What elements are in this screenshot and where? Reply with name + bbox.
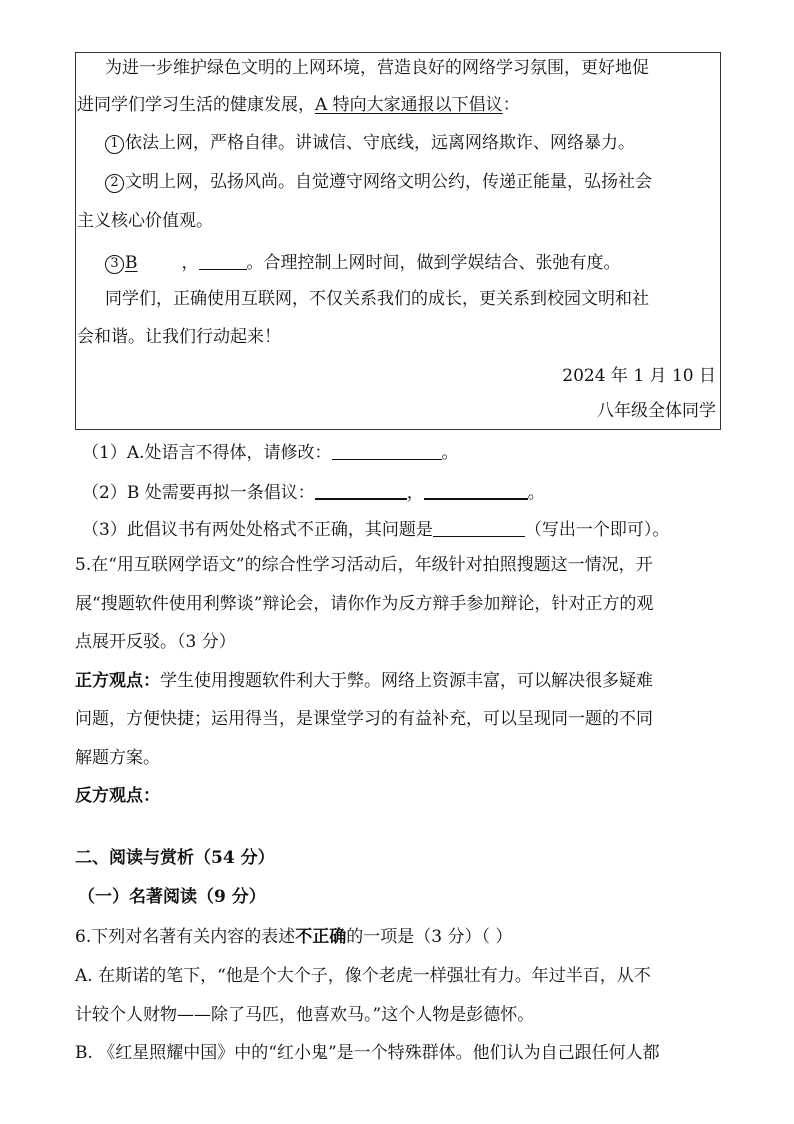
option-b-line1: B. 《红星照耀中国》中的“红小鬼”是一个特殊群体。他们认为自己跟任何人都: [75, 1043, 660, 1063]
item-number-badge: 3: [105, 255, 124, 274]
option-a-line2: 计较个人财物——除了马匹，他喜欢马。”这个人物是彭德怀。: [75, 1005, 535, 1025]
proposal-para1-post: ：: [502, 95, 520, 115]
question-3: [82, 519, 669, 539]
question-3-text: （3）此倡议书有两处处格式不正确，其问题是: [82, 520, 433, 540]
question-2-comma: ，: [406, 483, 424, 503]
item-3-blank[interactable]: [199, 252, 247, 270]
answer-blank-2b[interactable]: [424, 481, 528, 500]
pro-viewpoint-line2: 问题，方便快捷；运用得当，是课堂学习的有益补充，可以呈现同一题的不同: [75, 709, 653, 729]
proposal-date: 2024 年 1 月 10 日: [562, 366, 716, 386]
question-6-emphasis: 不正确: [295, 927, 347, 947]
answer-blank-1[interactable]: [332, 442, 442, 460]
question-6: [75, 929, 512, 946]
pro-viewpoint-line3: 解题方案。: [75, 748, 160, 768]
question-2-text: （2）B 处需要再拟一条倡议：: [82, 483, 315, 503]
question-1-end: 。: [441, 443, 459, 463]
question-1-text: （1）A.处语言不得体，请修改：: [82, 443, 332, 463]
question-5-line1: 5.在“用互联网学语文”的综合性学习活动后，年级针对拍照搜题这一情况，开: [75, 555, 653, 575]
question-2: [82, 481, 545, 502]
item-text: 文明上网，弘扬风尚。自觉遵守网络文明公约，传递正能量，弘扬社会: [125, 172, 652, 192]
item-3-blank-label: B: [125, 253, 138, 273]
section-subtitle: （一）名著阅读（9 分）: [78, 887, 266, 907]
pro-viewpoint: [75, 673, 653, 690]
question-5-line3: 点展开反驳。（3 分）: [75, 632, 236, 652]
item-3-comma: ，: [181, 253, 199, 273]
question-1: [82, 442, 459, 462]
question-5-line2: 展“搜题软件使用利弊谈”辩论会，请你作为反方辩手参加辩论，针对正方的观: [75, 594, 654, 614]
item-number-badge: 2: [105, 174, 124, 193]
question-6-text: 6.下列对名著有关内容的表述: [75, 927, 296, 947]
item-text: 依法上网，严格自律。讲诚信、守底线，远离网络欺诈、网络暴力。: [125, 133, 635, 153]
proposal-signature: 八年级全体同学: [597, 401, 716, 421]
proposal-para1-pre: 进同学们学习生活的健康发展，: [77, 95, 315, 115]
proposal-item-1: [105, 135, 635, 154]
proposal-closing-line1: 同学们，正确使用互联网，不仅关系我们的成长，更关系到校园文明和社: [105, 289, 649, 309]
answer-blank-2a[interactable]: [315, 481, 407, 500]
proposal-closing-line2: 会和谐。让我们行动起来！: [77, 327, 281, 347]
option-a-line1: A. 在斯诺的笔下，“他是个大个子，像个老虎一样强壮有力。年过半百，从不: [75, 966, 651, 986]
con-label: 反方观点：: [75, 786, 160, 806]
question-6-end: 的一项是（3 分）（ ）: [346, 927, 513, 947]
proposal-item-2-cont: 主义核心价值观。: [77, 211, 213, 231]
proposal-para1-line2: [77, 97, 520, 114]
item-text: 。合理控制上网时间，做到学娱结合、张弛有度。: [246, 253, 621, 273]
answer-blank-3[interactable]: [433, 519, 525, 537]
question-2-end: 。: [527, 483, 545, 503]
section-title: 二、阅读与赏析（54 分）: [75, 848, 275, 868]
proposal-item-3: [105, 252, 621, 274]
proposal-target-a: A 特向大家通报以下倡议: [315, 95, 503, 115]
question-3-end: （写出一个即可）。: [524, 520, 670, 540]
pro-label: 正方观点：: [75, 671, 160, 691]
item-number-badge: 1: [105, 135, 124, 154]
proposal-item-2: [105, 174, 652, 193]
proposal-para1-line1: 为进一步维护绿色文明的上网环境，营造良好的网络学习氛围，更好地促: [105, 58, 649, 78]
pro-text: 学生使用搜题软件利大于弊。网络上资源丰富，可以解决很多疑难: [160, 671, 653, 691]
